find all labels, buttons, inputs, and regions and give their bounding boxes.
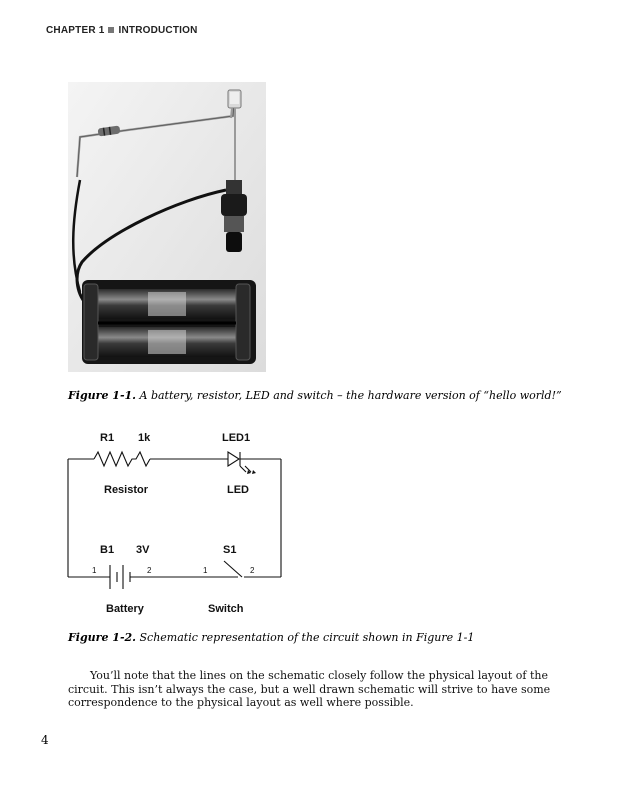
s1-ref: S1 — [223, 544, 237, 556]
b1-pin1: 1 — [92, 566, 97, 575]
s1-pin1: 1 — [203, 566, 208, 575]
led-label: LED — [227, 484, 249, 496]
figure-2-text: Schematic representation of the circuit shown in Figure 1-1 — [139, 631, 475, 644]
r1-value: 1k — [138, 432, 151, 444]
figure-1-label: Figure 1-1. — [68, 389, 137, 402]
led-ref: LED1 — [222, 432, 251, 444]
running-header — [46, 25, 198, 36]
figure-1-caption — [68, 389, 562, 403]
battery-label: Battery — [106, 603, 144, 615]
figure-2-label: Figure 1-2. — [68, 631, 137, 644]
switch-label: Switch — [208, 603, 244, 615]
s1-pin2: 2 — [250, 566, 255, 575]
figure-1-text: A battery, resistor, LED and switch – the hardware version of “hello world!” — [139, 389, 562, 402]
separator-square — [108, 27, 114, 33]
circuit-schematic — [60, 425, 300, 620]
resistor-label: Resistor — [104, 484, 149, 496]
body-paragraph: You’ll note that the lines on the schematic closely follow the physical layout of the circuit. This isn’t always the case, but a well drawn schematic will strive to have some correspondence to the physical layout as well where possible. — [68, 669, 551, 710]
b1-value: 3V — [136, 544, 150, 556]
chapter-label: CHAPTER 1 — [46, 25, 105, 36]
b1-ref: B1 — [100, 544, 115, 556]
b1-pin2: 2 — [147, 566, 152, 575]
section-label: INTRODUCTION — [118, 25, 198, 36]
figure-2-caption — [68, 631, 474, 645]
r1-ref: R1 — [100, 432, 115, 444]
page-number: 4 — [41, 733, 49, 747]
circuit-photo — [68, 82, 266, 372]
